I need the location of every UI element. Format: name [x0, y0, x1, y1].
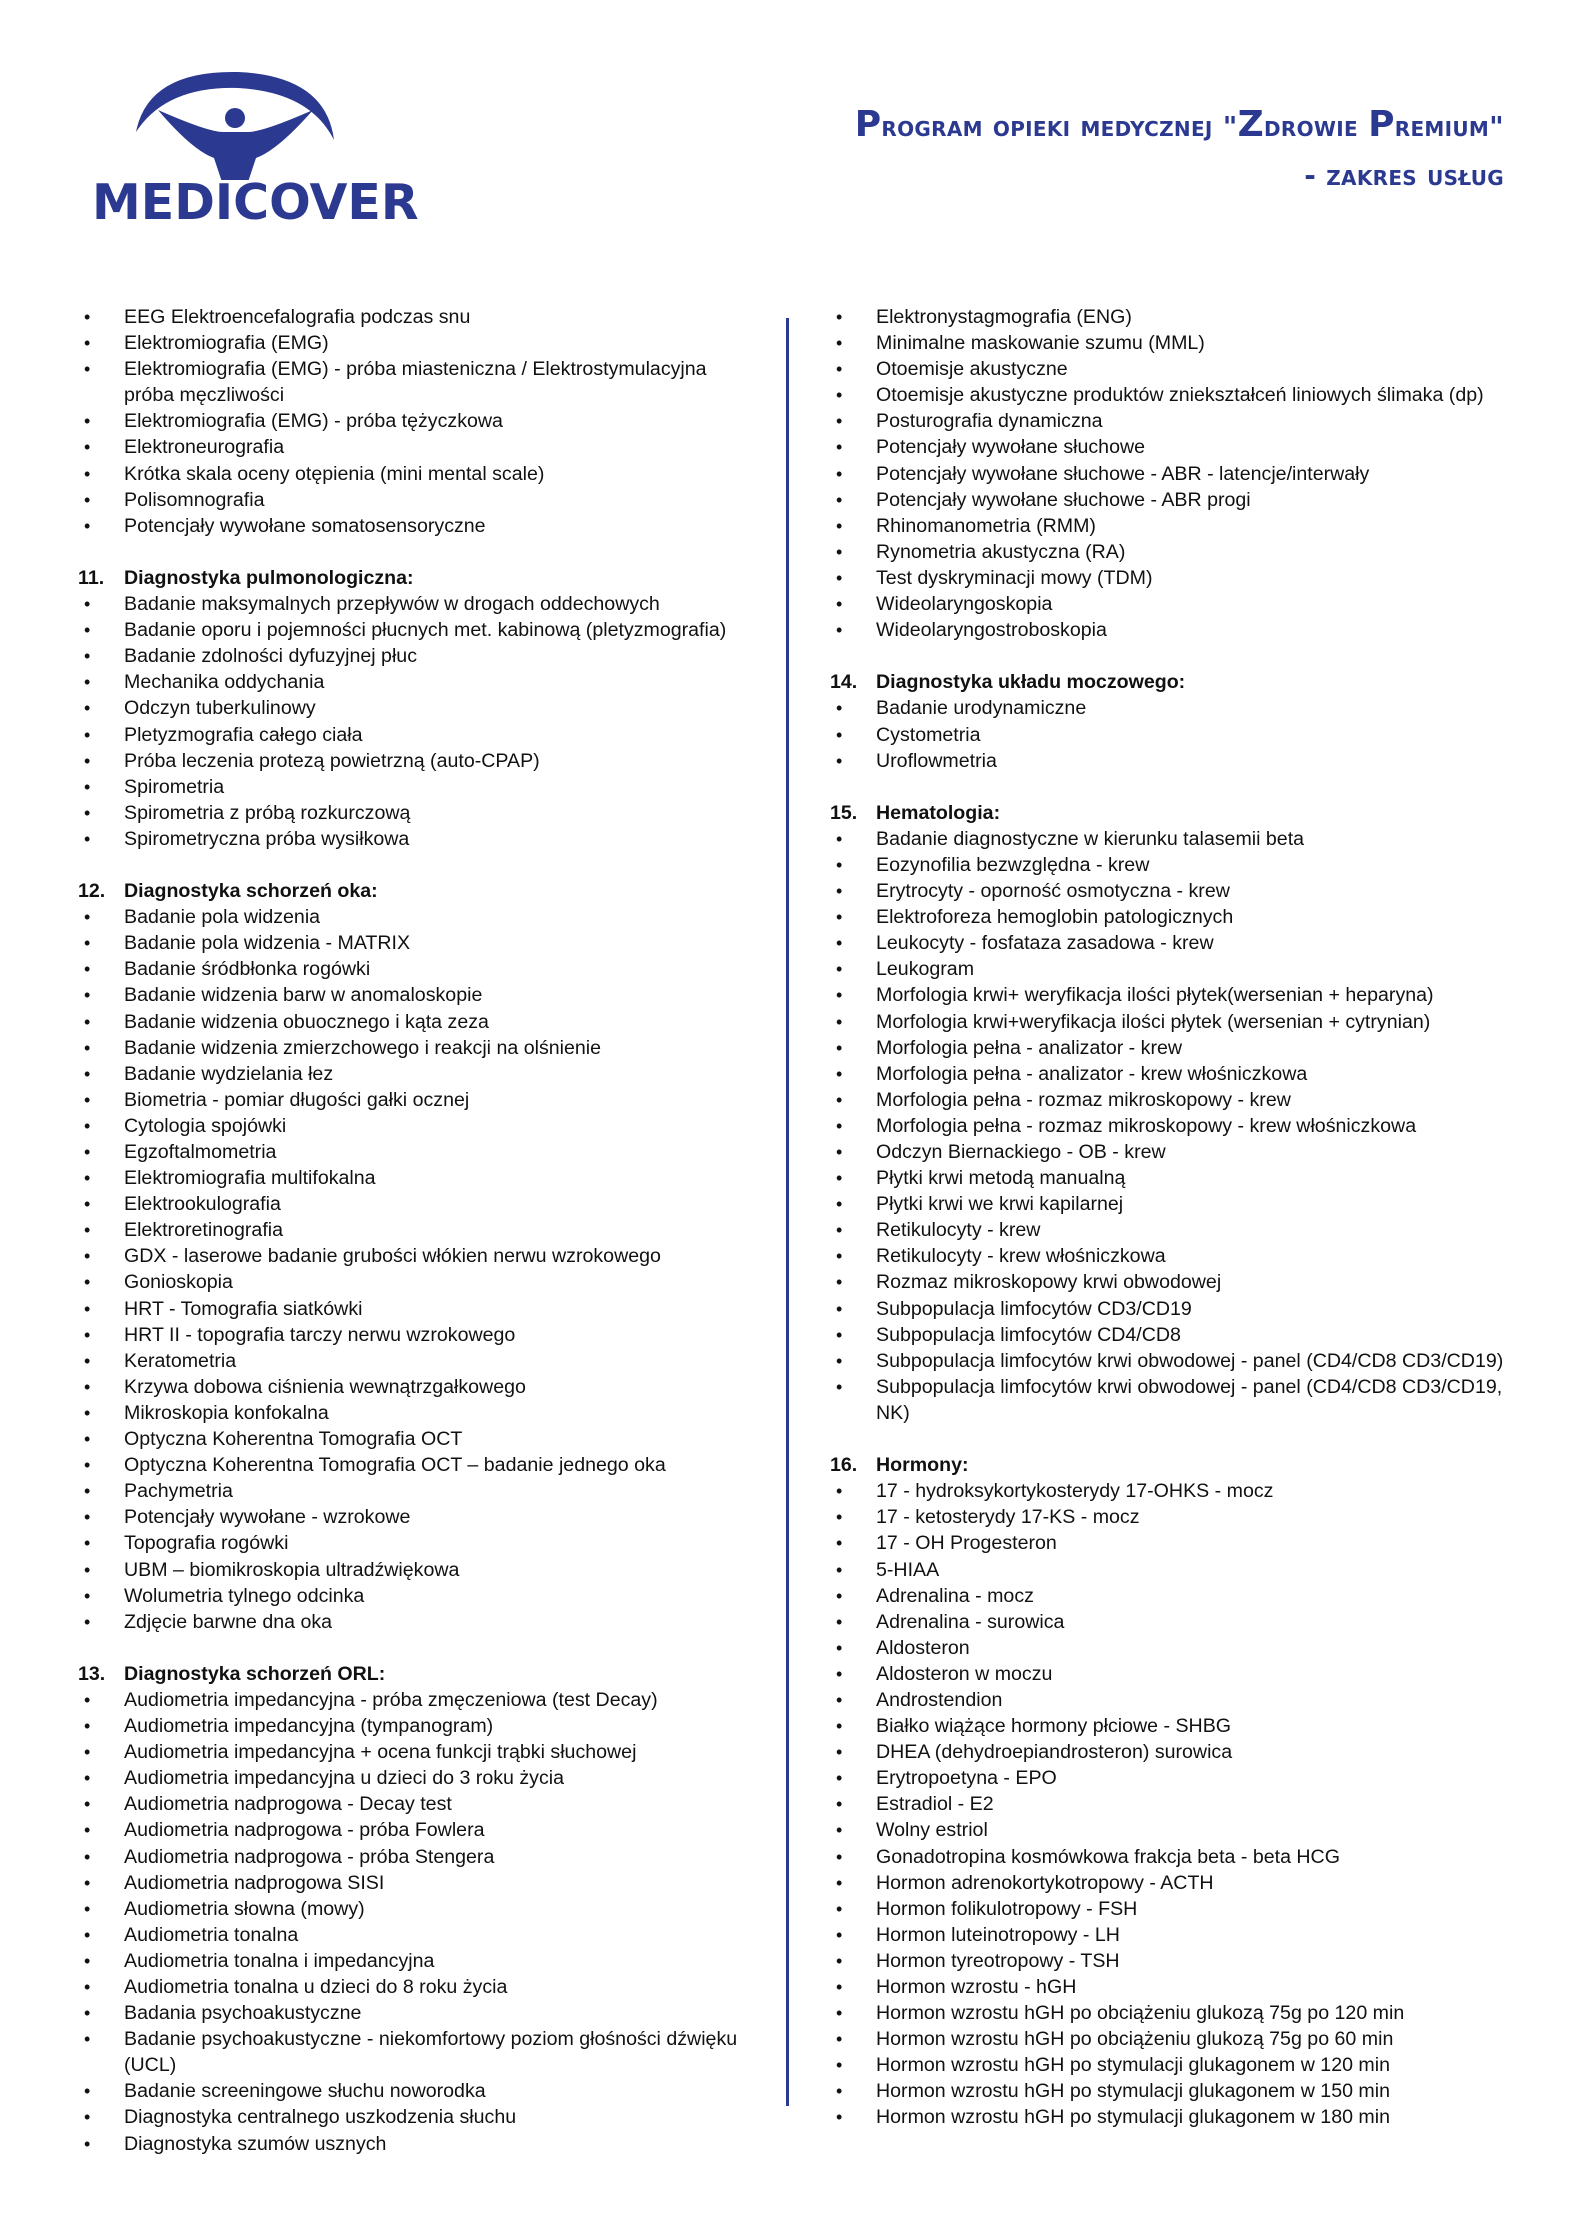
list-item: • Otoemisje akustyczne — [830, 356, 1520, 382]
list-item: • Biometria - pomiar długości gałki ocznej — [78, 1087, 758, 1113]
list-item: • Elektrookulografia — [78, 1191, 758, 1217]
list-item: • Pachymetria — [78, 1478, 758, 1504]
list-item: • Hormon wzrostu hGH po stymulacji glukagonem w 120 min — [830, 2052, 1520, 2078]
list-item: • Subpopulacja limfocytów CD3/CD19 — [830, 1296, 1520, 1322]
list-item: • Otoemisje akustyczne produktów zniekształceń liniowych ślimaka (dp) — [830, 382, 1520, 408]
list-item: • Zdjęcie barwne dna oka — [78, 1609, 758, 1635]
list-item: • Płytki krwi we krwi kapilarnej — [830, 1191, 1520, 1217]
list-item: • Badanie urodynamiczne — [830, 695, 1520, 721]
list-item: • Potencjały wywołane - wzrokowe — [78, 1504, 758, 1530]
list-item: • Hormon wzrostu hGH po obciążeniu glukozą 75g po 120 min — [830, 2000, 1520, 2026]
list-item: • Audiometria tonalna i impedancyjna — [78, 1948, 758, 1974]
list-item: • Badanie widzenia obuocznego i kąta zeza — [78, 1009, 758, 1035]
section-heading — [830, 800, 1520, 826]
section-title: Diagnostyka schorzeń oka: — [124, 880, 378, 903]
list-item: • Gonioskopia — [78, 1269, 758, 1295]
list-item: • Keratometria — [78, 1348, 758, 1374]
list-item: • DHEA (dehydroepiandrosteron) surowica — [830, 1739, 1520, 1765]
list-item: • Posturografia dynamiczna — [830, 408, 1520, 434]
list-item: • Diagnostyka szumów usznych — [78, 2131, 758, 2157]
section-title: Hematologia: — [876, 801, 1001, 824]
list-item: • Optyczna Koherentna Tomografia OCT – badanie jednego oka — [78, 1452, 758, 1478]
list-item: • Diagnostyka centralnego uszkodzenia słuchu — [78, 2104, 758, 2130]
list-item: • Minimalne maskowanie szumu (MML) — [830, 330, 1520, 356]
list-item: • Mechanika oddychania — [78, 669, 758, 695]
list-item: • Aldosteron w moczu — [830, 1661, 1520, 1687]
list-item: • Potencjały wywołane słuchowe - ABR - latencje/interwały — [830, 461, 1520, 487]
list-item: • Test dyskryminacji mowy (TDM) — [830, 565, 1520, 591]
right-column — [830, 304, 1520, 2131]
logo-emblem-icon — [88, 70, 428, 180]
list-item: • Morfologia krwi+weryfikacja ilości płytek (wersenian + cytrynian) — [830, 1009, 1520, 1035]
list-item: • Elektroforeza hemoglobin patologicznych — [830, 904, 1520, 930]
list-item: • Morfologia pełna - rozmaz mikroskopowy - krew — [830, 1087, 1520, 1113]
list-item: • Polisomnografia — [78, 487, 758, 513]
list-item: • Hormon wzrostu hGH po stymulacji glukagonem w 180 min — [830, 2104, 1520, 2130]
list-item: • Egzoftalmometria — [78, 1139, 758, 1165]
list-item: • Erytrocyty - oporność osmotyczna - krew — [830, 878, 1520, 904]
page-title-line1: Program opieki medycznej "Zdrowie Premium" — [854, 104, 1504, 145]
section-number: 14. — [830, 671, 858, 694]
list-item: • Próba leczenia protezą powietrzną (auto-CPAP) — [78, 748, 758, 774]
list-item: • Subpopulacja limfocytów krwi obwodowej - panel (CD4/CD8 CD3/CD19) — [830, 1348, 1520, 1374]
list-item: • Wideolaryngostroboskopia — [830, 617, 1520, 643]
list-item: • Morfologia pełna - analizator - krew włośniczkowa — [830, 1061, 1520, 1087]
list-item: • Elektromiografia (EMG) - próba tężyczkowa — [78, 408, 758, 434]
list-item: • Potencjały wywołane słuchowe — [830, 434, 1520, 460]
list-item: • Optyczna Koherentna Tomografia OCT — [78, 1426, 758, 1452]
list-item: • Audiometria słowna (mowy) — [78, 1896, 758, 1922]
column-divider — [786, 318, 789, 2106]
list-item: • HRT - Tomografia siatkówki — [78, 1296, 758, 1322]
list-item: • Audiometria impedancyjna u dzieci do 3 roku życia — [78, 1765, 758, 1791]
list-item: • Audiometria tonalna — [78, 1922, 758, 1948]
list-item: • Hormon wzrostu - hGH — [830, 1974, 1520, 2000]
medicover-logo — [88, 70, 428, 240]
section-heading — [78, 878, 758, 904]
list-item: • Adrenalina - surowica — [830, 1609, 1520, 1635]
list-item: • Morfologia pełna - rozmaz mikroskopowy - krew włośniczkowa — [830, 1113, 1520, 1139]
list-item: • Wolny estriol — [830, 1817, 1520, 1843]
list-item: • Hormon wzrostu hGH po obciążeniu glukozą 75g po 60 min — [830, 2026, 1520, 2052]
list-item: • Audiometria impedancyjna + ocena funkcji trąbki słuchowej — [78, 1739, 758, 1765]
list-item: • Wolumetria tylnego odcinka — [78, 1583, 758, 1609]
list-item: • Badanie diagnostyczne w kierunku talasemii beta — [830, 826, 1520, 852]
list-item: • Elektromiografia (EMG) - próba miasteniczna / Elektrostymulacyjna próba męczliwości — [78, 356, 758, 408]
page-title — [504, 100, 1504, 200]
list-item: • Badania psychoakustyczne — [78, 2000, 758, 2026]
list-item: • Gonadotropina kosmówkowa frakcja beta - beta HCG — [830, 1844, 1520, 1870]
list-item: • Leukocyty - fosfataza zasadowa - krew — [830, 930, 1520, 956]
section-number: 13. — [78, 1662, 106, 1685]
list-item: • EEG Elektroencefalografia podczas snu — [78, 304, 758, 330]
list-item: • Hormon wzrostu hGH po stymulacji glukagonem w 150 min — [830, 2078, 1520, 2104]
section-heading — [78, 1661, 758, 1687]
section-title: Hormony: — [876, 1454, 969, 1477]
list-item: • Erytropoetyna - EPO — [830, 1765, 1520, 1791]
list-item: • Rynometria akustyczna (RA) — [830, 539, 1520, 565]
list-item: • Potencjały wywołane słuchowe - ABR progi — [830, 487, 1520, 513]
section-heading — [830, 669, 1520, 695]
list-item: • Badanie pola widzenia — [78, 904, 758, 930]
list-item: • Adrenalina - mocz — [830, 1583, 1520, 1609]
list-item: • Audiometria nadprogowa - próba Fowlera — [78, 1817, 758, 1843]
list-item: • Spirometria — [78, 774, 758, 800]
list-item: • Audiometria impedancyjna - próba zmęczeniowa (test Decay) — [78, 1687, 758, 1713]
list-item: • Elektromiografia multifokalna — [78, 1165, 758, 1191]
list-item: • Leukogram — [830, 956, 1520, 982]
list-item: • Badanie maksymalnych przepływów w drogach oddechowych — [78, 591, 758, 617]
list-item: • Morfologia pełna - analizator - krew — [830, 1035, 1520, 1061]
section-title: Diagnostyka schorzeń ORL: — [124, 1662, 386, 1685]
list-item: • 17 - ketosterydy 17-KS - mocz — [830, 1504, 1520, 1530]
list-item: • 17 - OH Progesteron — [830, 1530, 1520, 1556]
list-item: • HRT II - topografia tarczy nerwu wzrokowego — [78, 1322, 758, 1348]
section-heading — [78, 565, 758, 591]
list-item: • Spirometryczna próba wysiłkowa — [78, 826, 758, 852]
section-number: 12. — [78, 880, 106, 903]
list-item: • Rozmaz mikroskopowy krwi obwodowej — [830, 1269, 1520, 1295]
list-item: • Topografia rogówki — [78, 1530, 758, 1556]
list-item: • Krótka skala oceny otępienia (mini mental scale) — [78, 461, 758, 487]
list-item: • Elektronystagmografia (ENG) — [830, 304, 1520, 330]
list-item: • Badanie widzenia barw w anomaloskopie — [78, 982, 758, 1008]
left-column — [78, 304, 758, 2157]
list-item: • Cystometria — [830, 722, 1520, 748]
section-title: Diagnostyka układu moczowego: — [876, 671, 1186, 694]
list-item: • Audiometria tonalna u dzieci do 8 roku życia — [78, 1974, 758, 2000]
list-item: • Audiometria nadprogowa - próba Stengera — [78, 1844, 758, 1870]
section-number: 11. — [78, 566, 105, 589]
list-item: • 17 - hydroksykortykosterydy 17-OHKS - mocz — [830, 1478, 1520, 1504]
list-item: • Audiometria nadprogowa - Decay test — [78, 1791, 758, 1817]
list-item: • Badanie pola widzenia - MATRIX — [78, 930, 758, 956]
list-item: • Audiometria impedancyjna (tympanogram) — [78, 1713, 758, 1739]
list-item: • Odczyn Biernackiego - OB - krew — [830, 1139, 1520, 1165]
list-item: • Badanie wydzielania łez — [78, 1061, 758, 1087]
list-item: • Mikroskopia konfokalna — [78, 1400, 758, 1426]
section-number: 16. — [830, 1454, 858, 1477]
list-item: • 5-HIAA — [830, 1557, 1520, 1583]
list-item: • Pletyzmografia całego ciała — [78, 722, 758, 748]
page-title-line2: - zakres usług — [1304, 159, 1504, 192]
list-item: • Badanie śródbłonka rogówki — [78, 956, 758, 982]
list-item: • Elektromiografia (EMG) — [78, 330, 758, 356]
list-item: • Badanie widzenia zmierzchowego i reakcji na olśnienie — [78, 1035, 758, 1061]
list-item: • Estradiol - E2 — [830, 1791, 1520, 1817]
list-item: • Hormon folikulotropowy - FSH — [830, 1896, 1520, 1922]
list-item: • Uroflowmetria — [830, 748, 1520, 774]
list-item: • Morfologia krwi+ weryfikacja ilości płytek(wersenian + heparyna) — [830, 982, 1520, 1008]
list-item: • Elektroretinografia — [78, 1217, 758, 1243]
list-item: • Hormon luteinotropowy - LH — [830, 1922, 1520, 1948]
list-item: • Retikulocyty - krew — [830, 1217, 1520, 1243]
list-item: • Elektroneurografia — [78, 434, 758, 460]
section-number: 15. — [830, 801, 858, 824]
list-item: • Subpopulacja limfocytów krwi obwodowej - panel (CD4/CD8 CD3/CD19, NK) — [830, 1374, 1520, 1426]
list-item: • Potencjały wywołane somatosensoryczne — [78, 513, 758, 539]
list-item: • Badanie psychoakustyczne - niekomfortowy poziom głośności dźwięku (UCL) — [78, 2026, 758, 2078]
section-title: Diagnostyka pulmonologiczna: — [124, 566, 414, 589]
list-item: • Rhinomanometria (RMM) — [830, 513, 1520, 539]
list-item: • Badanie zdolności dyfuzyjnej płuc — [78, 643, 758, 669]
list-item: • GDX - laserowe badanie grubości włókien nerwu wzrokowego — [78, 1243, 758, 1269]
list-item: • Badanie oporu i pojemności płucnych met. kabinową (pletyzmografia) — [78, 617, 758, 643]
list-item: • Audiometria nadprogowa SISI — [78, 1870, 758, 1896]
list-item: • UBM – biomikroskopia ultradźwiękowa — [78, 1557, 758, 1583]
list-item: • Aldosteron — [830, 1635, 1520, 1661]
list-item: • Wideolaryngoskopia — [830, 591, 1520, 617]
list-item: • Hormon tyreotropowy - TSH — [830, 1948, 1520, 1974]
logo-wordmark: MEDICOVER — [92, 174, 419, 231]
list-item: • Eozynofilia bezwzględna - krew — [830, 852, 1520, 878]
list-item: • Białko wiążące hormony płciowe - SHBG — [830, 1713, 1520, 1739]
list-item: • Krzywa dobowa ciśnienia wewnątrzgałkowego — [78, 1374, 758, 1400]
list-item: • Androstendion — [830, 1687, 1520, 1713]
list-item: • Subpopulacja limfocytów CD4/CD8 — [830, 1322, 1520, 1348]
list-item: • Odczyn tuberkulinowy — [78, 695, 758, 721]
list-item: • Hormon adrenokortykotropowy - ACTH — [830, 1870, 1520, 1896]
list-item: • Retikulocyty - krew włośniczkowa — [830, 1243, 1520, 1269]
list-item: • Płytki krwi metodą manualną — [830, 1165, 1520, 1191]
list-item: • Spirometria z próbą rozkurczową — [78, 800, 758, 826]
list-item: • Badanie screeningowe słuchu noworodka — [78, 2078, 758, 2104]
list-item: • Cytologia spojówki — [78, 1113, 758, 1139]
section-heading — [830, 1452, 1520, 1478]
